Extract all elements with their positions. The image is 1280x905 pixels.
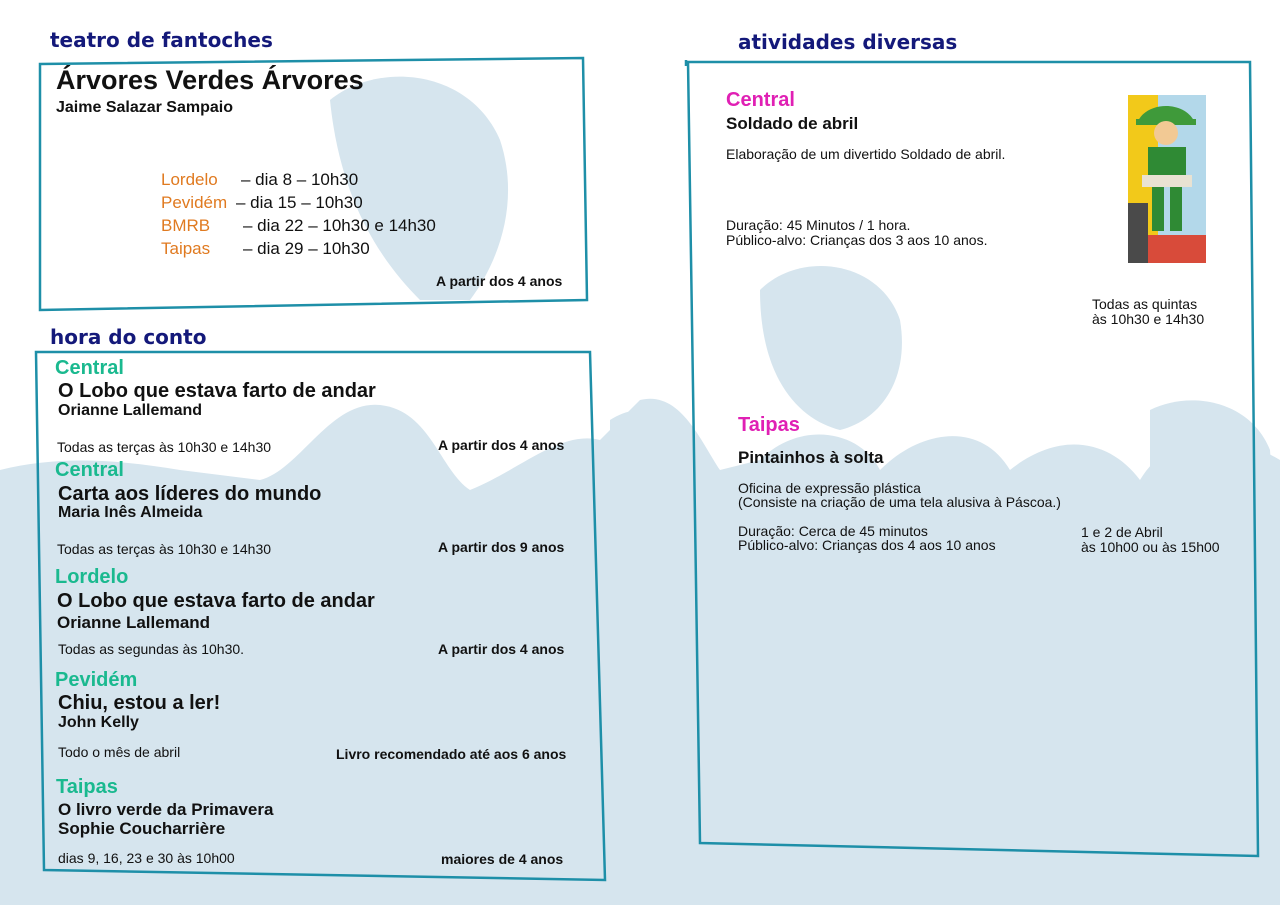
atividade-title: Soldado de abril (726, 114, 859, 133)
hora-age: maiores de 4 anos (441, 851, 564, 867)
hora-location: Lordelo (55, 566, 129, 588)
schedule-place: Lordelo (161, 170, 218, 189)
schedule-place: BMRB (161, 216, 211, 235)
hora-when: Todas as terças às 10h30 e 14h30 (57, 541, 272, 557)
teatro-age: A partir dos 4 anos (436, 273, 563, 289)
hora-title: O livro verde da Primavera (58, 800, 274, 819)
atividade-description: Elaboração de um divertido Soldado de abril. (726, 146, 1006, 162)
hora-author: Maria Inês Almeida (58, 504, 203, 521)
schedule-details: – dia 8 – 10h30 (241, 170, 359, 189)
hora-title: O Lobo que estava farto de andar (58, 380, 376, 402)
schedule-place: Pevidém (161, 193, 228, 212)
hora-location: Taipas (56, 776, 118, 798)
atividade-duration: Duração: 45 Minutos / 1 hora. (726, 217, 911, 233)
teatro-author: Jaime Salazar Sampaio (56, 99, 233, 116)
atividade-when-line2: às 10h30 e 14h30 (1092, 311, 1205, 327)
hora-when: dias 9, 16, 23 e 30 às 10h00 (58, 850, 235, 866)
atividade-when-line1: 1 e 2 de Abril (1081, 524, 1163, 540)
hora-title: Chiu, estou a ler! (58, 692, 221, 714)
hora-location: Central (55, 459, 124, 481)
schedule-row (161, 191, 436, 214)
section-title-teatro: teatro de fantoches (50, 28, 273, 52)
hora-when: Todas as segundas às 10h30. (58, 641, 245, 657)
teatro-title: Árvores Verdes Árvores (56, 65, 364, 95)
hora-age: A partir dos 4 anos (438, 437, 565, 453)
hora-age: Livro recomendado até aos 6 anos (336, 746, 567, 762)
hora-author: Sophie Coucharrière (58, 819, 226, 838)
atividade-duration: Duração: Cerca de 45 minutos (738, 523, 928, 539)
section-title-hora: hora do conto (50, 325, 207, 349)
hora-author: Orianne Lallemand (57, 613, 211, 632)
hora-age: A partir dos 4 anos (438, 641, 565, 657)
atividade-location: Taipas (738, 414, 800, 436)
teatro-schedule (161, 168, 436, 260)
hora-when: Todas as terças às 10h30 e 14h30 (57, 439, 272, 455)
schedule-details: – dia 22 – 10h30 e 14h30 (243, 216, 436, 235)
hora-author: Orianne Lallemand (58, 402, 203, 419)
atividade-when-line2: às 10h00 ou às 15h00 (1081, 539, 1220, 555)
hora-title: O Lobo que estava farto de andar (57, 590, 375, 612)
schedule-row (161, 237, 436, 260)
hora-location: Central (55, 357, 124, 379)
schedule-details: – dia 15 – 10h30 (236, 193, 363, 212)
atividade-desc-line1: Oficina de expressão plástica (738, 480, 921, 496)
atividade-when-line1: Todas as quintas (1092, 296, 1198, 312)
atividade-location: Central (726, 89, 795, 111)
schedule-row (161, 214, 436, 237)
soldier-craft-photo (1128, 95, 1206, 263)
atividade-title: Pintainhos à solta (738, 448, 884, 467)
hora-when: Todo o mês de abril (58, 744, 181, 760)
atividade-desc-line2: (Consiste na criação de uma tela alusiva à Páscoa.) (738, 494, 1061, 510)
atividade-audience: Público-alvo: Crianças dos 3 aos 10 anos. (726, 232, 988, 248)
hora-location: Pevidém (55, 669, 138, 691)
schedule-place: Taipas (161, 239, 211, 258)
schedule-details: – dia 29 – 10h30 (243, 239, 370, 258)
hora-title: Carta aos líderes do mundo (58, 483, 322, 505)
atividade-audience: Público-alvo: Crianças dos 4 aos 10 anos (738, 537, 996, 553)
section-title-atividades: atividades diversas (738, 30, 958, 54)
schedule-row (161, 168, 436, 191)
hora-author: John Kelly (58, 714, 139, 731)
hora-age: A partir dos 9 anos (438, 539, 565, 555)
